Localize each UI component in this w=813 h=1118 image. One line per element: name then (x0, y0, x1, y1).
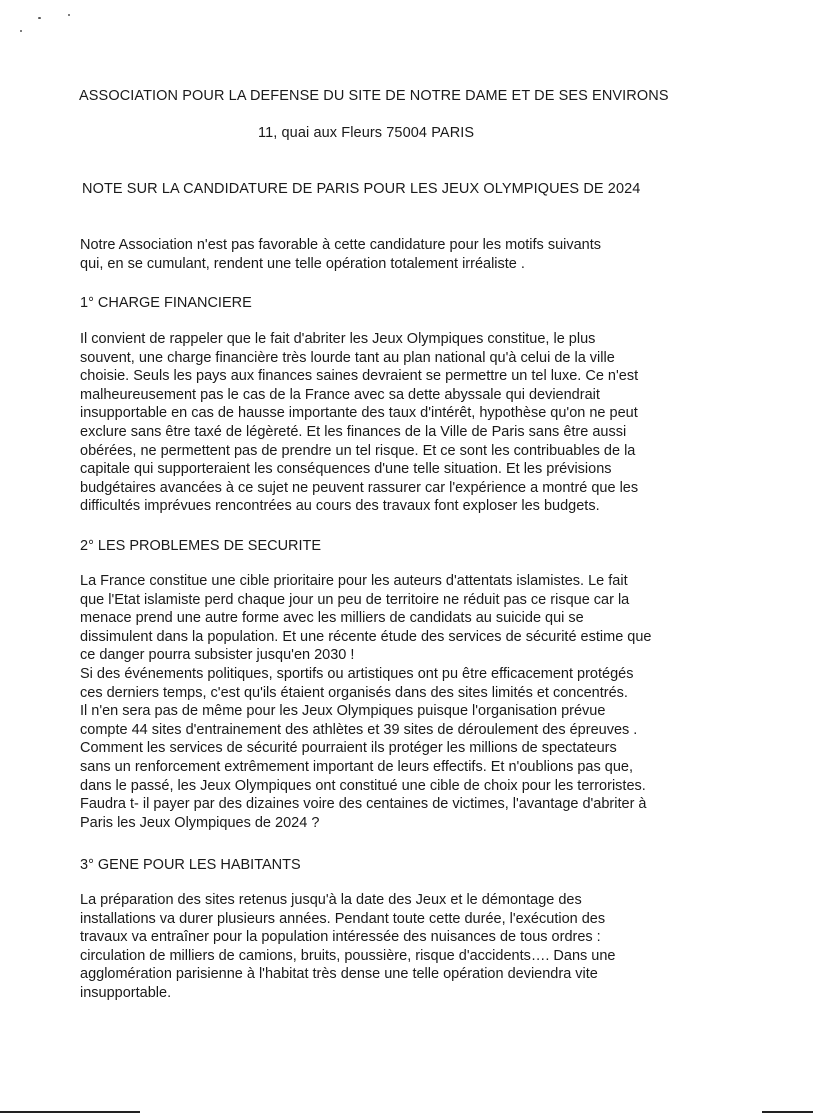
text-line: installations va durer plusieurs années. Pendant toute cette durée, l'exécution des (80, 910, 606, 927)
text-line: Faudra t- il payer par des dizaines voire des centaines de victimes, l'avantage d'abriter à (80, 796, 647, 813)
text-line: sans un renforcement extrêmement important de leurs effectifs. Et n'oublions pas que, (80, 758, 633, 775)
text-line: agglomération parisienne à l'habitat très dense une telle opération deviendra vite (80, 966, 598, 983)
section-heading-residents: 3° GENE POUR LES HABITANTS (80, 857, 301, 873)
text-line: Paris les Jeux Olympiques de 2024 ? (80, 814, 320, 831)
text-line: malheureusement pas le cas de la France avec sa dette abyssale qui deviendrait (80, 386, 600, 403)
text-line: Notre Association n'est pas favorable à cette candidature pour les motifs suivants (80, 237, 602, 253)
association-address: 11, quai aux Fleurs 75004 PARIS (258, 125, 475, 141)
text-line: dans le passé, les Jeux Olympiques ont constitué une cible de choix pour les terroristes. (80, 777, 646, 794)
text-line: circulation de milliers de camions, bruits, poussière, risque d'accidents…. Dans une (80, 947, 616, 964)
text-line: choisie. Seuls les pays aux finances saines devraient se permettre un tel luxe. Ce n'est (80, 368, 639, 385)
section-paragraph-financial (80, 330, 680, 516)
text-line: exclure sans être taxé de légèreté. Et les finances de la Ville de Paris sans être aussi (80, 423, 627, 440)
text-line: qui, en se cumulant, rendent une telle opération totalement irréaliste . (80, 255, 525, 272)
text-line: ces derniers temps, c'est qu'ils étaient organisés dans des sites limités et concentrés. (80, 684, 628, 701)
text-line: obérées, ne permettent pas de prendre un tel risque. Et ce sont les contribuables de la (80, 442, 636, 459)
text-line: Si des événements politiques, sportifs ou artistiques ont pu être efficacement protégés (80, 665, 634, 682)
text-line: compte 44 sites d'entrainement des athlètes et 39 sites de déroulement des épreuves . (80, 721, 638, 738)
text-line: capitale qui supporteraient les conséquences d'une telle situation. Et les prévisions (80, 461, 612, 478)
scan-edge-line (0, 1111, 140, 1113)
text-line: souvent, une charge financière très lourde tant au plan national qu'à celui de la ville (80, 349, 615, 366)
text-line: difficultés imprévues rencontrées au cours des travaux font exploser les budgets. (80, 498, 600, 515)
text-line: insupportable en cas de hausse importante des taux d'intérêt, hypothèse qu'on ne peut (80, 405, 638, 422)
association-title: ASSOCIATION POUR LA DEFENSE DU SITE DE NOTRE DAME ET DE SES ENVIRONS (79, 88, 669, 104)
text-line: Il n'en sera pas de même pour les Jeux Olympiques puisque l'organisation prévue (80, 703, 606, 720)
scan-speck (20, 30, 22, 32)
text-line: insupportable. (80, 984, 172, 1001)
text-line: travaux va entraîner pour la population intéressée des nuisances de tous ordres : (80, 929, 601, 946)
section-heading-security: 2° LES PROBLEMES DE SECURITE (80, 538, 322, 554)
scan-speck (38, 17, 41, 19)
scan-speck (68, 14, 70, 16)
text-line: Comment les services de sécurité pourraient ils protéger les millions de spectateurs (80, 740, 617, 757)
text-line: menace prend une autre forme avec les milliers de candidats au suicide qui se (80, 610, 584, 627)
text-line: La France constitue une cible prioritaire pour les auteurs d'attentats islamistes. Le fait (80, 573, 628, 589)
section-paragraph-residents (80, 891, 680, 1003)
text-line: ce danger pourra subsister jusqu'en 2030 ! (80, 647, 355, 664)
note-title: NOTE SUR LA CANDIDATURE DE PARIS POUR LES JEUX OLYMPIQUES DE 2024 (82, 181, 641, 197)
section-heading-financial: 1° CHARGE FINANCIERE (80, 295, 252, 311)
text-line: Il convient de rappeler que le fait d'abriter les Jeux Olympiques constitue, le plus (80, 331, 596, 347)
text-line: La préparation des sites retenus jusqu'à la date des Jeux et le démontage des (80, 892, 582, 908)
scan-edge-line (762, 1111, 813, 1113)
text-line: que l'Etat islamiste perd chaque jour un peu de territoire ne réduit pas ce risque car la (80, 591, 630, 608)
text-line: budgétaires avancées à ce sujet ne peuvent rassurer car l'expérience a montré que les (80, 479, 639, 496)
intro-paragraph (80, 236, 680, 273)
text-line: dissimulent dans la population. Et une récente étude des services de sécurité estime que (80, 628, 652, 645)
section-paragraph-security (80, 572, 680, 832)
